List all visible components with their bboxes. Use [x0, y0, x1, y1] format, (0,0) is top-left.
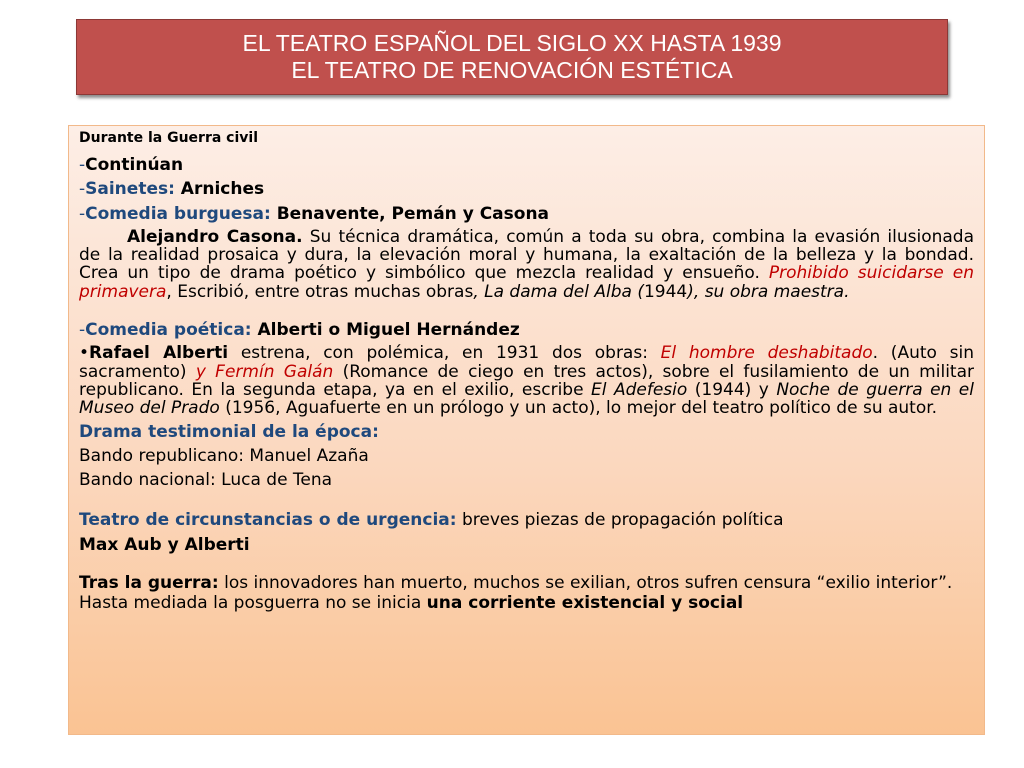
casona-name: Alejandro Casona. [127, 226, 303, 247]
sainetes-text: Arniches [174, 179, 265, 200]
casona-text-1: Su técnica dramática, común a toda su obra, combina la evasión ilusionada de la realidad prosaica y dura, la elevación moral y humana, la exaltación de la belleza y la bondad. Crea un tipo de drama poético y simbólico que mezcla realidad y ensueño. [79, 226, 975, 284]
alberti-work-1: El hombre deshabitado [660, 343, 873, 364]
posguerra-last-text: Hasta mediada la posguerra no se inicia [79, 593, 427, 614]
circunstancias-authors: Max Aub y Alberti [79, 534, 250, 555]
posguerra-text: los innovadores han muerto, muchos se exilian, otros sufren censura “exilio interior”. [218, 573, 953, 594]
comedia-poetica-text: Alberti o Miguel Hernández [251, 320, 520, 341]
casona-paragraph [79, 228, 974, 301]
alberti-name: Rafael Alberti [89, 343, 229, 364]
alberti-text-4: (1944) y [687, 379, 777, 400]
alberti-text-3: (Romance de ciego en tres actos), sobre el fusilamiento de un militar republicano. En la segunda etapa, ya en el exilio, escribe [79, 361, 974, 400]
casona-text-3: 1944 [643, 281, 688, 302]
comedia-poetica-line [79, 321, 974, 339]
sainetes-line [79, 180, 974, 198]
dash: - [79, 155, 86, 175]
casona-work-1: Prohibido suicidarse en primavera [79, 263, 974, 302]
bullet: • [79, 343, 90, 364]
testimonial-label: Drama testimonial de la época: [79, 421, 379, 442]
alberti-paragraph [79, 344, 974, 417]
bando-republicano: Bando republicano: Manuel Azaña [79, 445, 369, 466]
circunstancias-text: breves piezas de propagación política [456, 510, 784, 531]
comedia-poetica-label: Comedia poética: [85, 320, 252, 341]
posguerra-last-line [79, 594, 974, 612]
dash: - [79, 203, 86, 224]
content-box [68, 125, 985, 735]
circunstancias-line [79, 511, 974, 529]
comedia-burguesa-text: Benavente, Pemán y Casona [270, 203, 550, 224]
posguerra-last-bold: una corriente existencial y social [426, 593, 744, 614]
continuan-line [79, 156, 974, 174]
posguerra-paragraph [79, 574, 974, 592]
bando-nacional: Bando nacional: Luca de Tena [79, 470, 333, 491]
posguerra-label: Tras la guerra: [79, 573, 219, 594]
alberti-work-2: y Fermín Galán [195, 361, 334, 382]
sainetes-label: Sainetes: [85, 179, 175, 200]
dash: - [79, 320, 86, 341]
title-line-2: EL TEATRO DE RENOVACIÓN ESTÉTICA [291, 57, 733, 83]
alberti-work-4: Noche de guerra en el Museo del Prado [79, 379, 974, 419]
comedia-burguesa-line [79, 205, 974, 223]
casona-text-4: ), su obra maestra. [687, 281, 850, 302]
alberti-text-2: . (Auto sin sacramento) [79, 343, 974, 382]
section-heading: Durante la Guerra civil [79, 130, 258, 146]
title-line-1: EL TEATRO ESPAÑOL DEL SIGLO XX HASTA 1939 [242, 30, 782, 56]
alberti-text-5: (1956, Aguafuerte en un prólogo y un acto), lo mejor del teatro político de su autor. [219, 398, 938, 419]
circunstancias-label: Teatro de circunstancias o de urgencia: [79, 510, 457, 531]
comedia-burguesa-label: Comedia burguesa: [85, 203, 271, 224]
alberti-text-1: estrena, con polémica, en 1931 dos obras: [228, 343, 661, 364]
casona-work-2: , La dama del Alba ( [473, 281, 644, 302]
dash: - [79, 179, 86, 200]
slide-title [76, 19, 948, 95]
casona-text-2: , Escribió, entre otras muchas obras [166, 281, 474, 302]
alberti-work-3: El Adefesio [591, 379, 688, 400]
continuan-label: Continúan [85, 155, 184, 175]
